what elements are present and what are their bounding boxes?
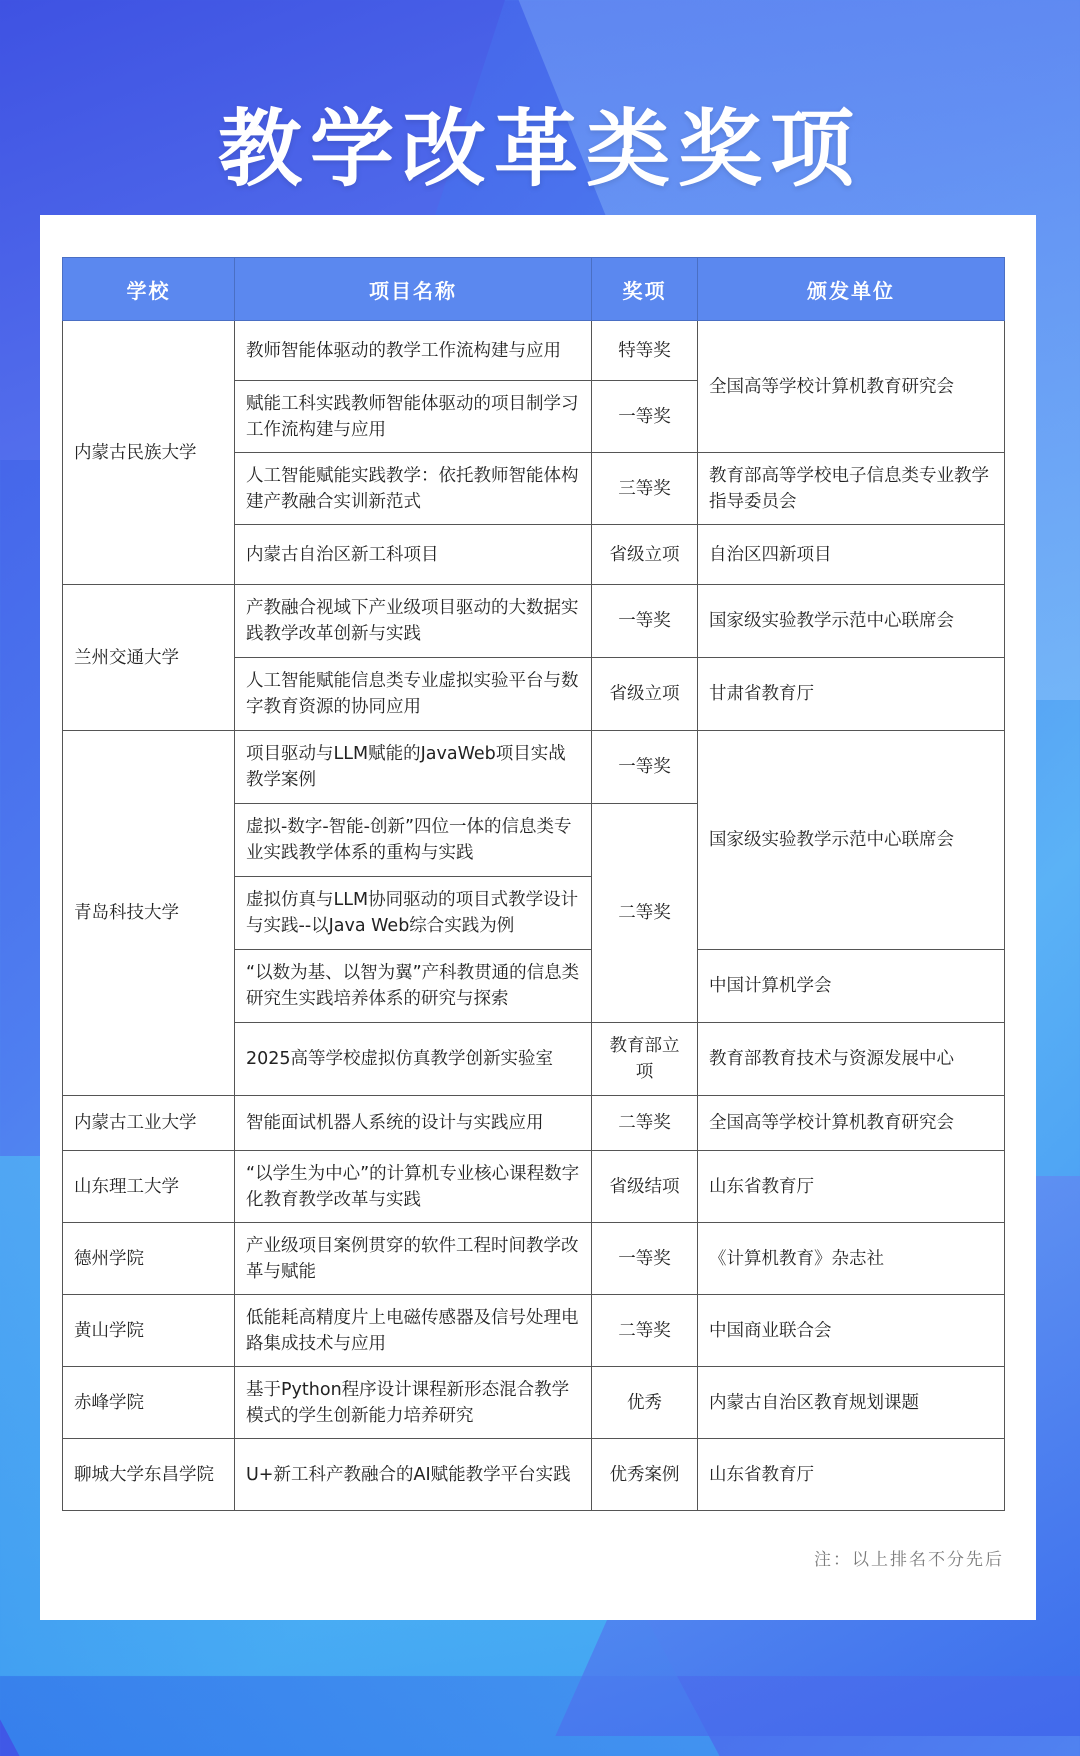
- project-cell: 产业级项目案例贯穿的软件工程时间教学改革与赋能: [235, 1223, 592, 1295]
- award-cell: 优秀: [592, 1367, 698, 1439]
- award-cell: 省级结项: [592, 1151, 698, 1223]
- table-header-row: [63, 258, 1005, 321]
- award-cell: 二等奖: [592, 804, 698, 1023]
- award-cell: 省级立项: [592, 525, 698, 585]
- award-cell: 省级立项: [592, 658, 698, 731]
- project-cell: 赋能工科实践教师智能体驱动的项目制学习工作流构建与应用: [235, 381, 592, 453]
- project-cell: 智能面试机器人系统的设计与实践应用: [235, 1096, 592, 1151]
- issuer-cell: 山东省教育厅: [698, 1439, 1005, 1511]
- header-award: 奖项: [592, 258, 698, 321]
- award-cell: 三等奖: [592, 453, 698, 525]
- page-title: 教学改革类奖项: [217, 100, 862, 198]
- footnote: 注：以上排名不分先后: [814, 1550, 1004, 1570]
- award-cell: 一等奖: [592, 731, 698, 804]
- school-cell: 山东理工大学: [63, 1151, 235, 1223]
- table-row: [63, 1295, 1005, 1367]
- project-cell: 虚拟-数字-智能-创新”四位一体的信息类专业实践教学体系的重构与实践: [235, 804, 592, 877]
- issuer-cell: 全国高等学校计算机教育研究会: [698, 1096, 1005, 1151]
- award-cell: 一等奖: [592, 585, 698, 658]
- awards-table: [62, 257, 1005, 1511]
- award-cell: 二等奖: [592, 1295, 698, 1367]
- header-school: 学校: [63, 258, 235, 321]
- issuer-cell: 教育部教育技术与资源发展中心: [698, 1023, 1005, 1096]
- project-cell: 项目驱动与LLM赋能的JavaWeb项目实战教学案例: [235, 731, 592, 804]
- header-issuer: 颁发单位: [698, 258, 1005, 321]
- project-cell: 基于Python程序设计课程新形态混合教学模式的学生创新能力培养研究: [235, 1367, 592, 1439]
- table-row: [63, 1151, 1005, 1223]
- issuer-cell: 内蒙古自治区教育规划课题: [698, 1367, 1005, 1439]
- table-row: [63, 321, 1005, 381]
- issuer-cell: 《计算机教育》杂志社: [698, 1223, 1005, 1295]
- project-cell: 产教融合视域下产业级项目驱动的大数据实践教学改革创新与实践: [235, 585, 592, 658]
- issuer-cell: 自治区四新项目: [698, 525, 1005, 585]
- table-row: [63, 1439, 1005, 1511]
- project-cell: 教师智能体驱动的教学工作流构建与应用: [235, 321, 592, 381]
- school-cell: 内蒙古民族大学: [63, 321, 235, 585]
- school-cell: 兰州交通大学: [63, 585, 235, 731]
- project-cell: U+新工科产教融合的AI赋能教学平台实践: [235, 1439, 592, 1511]
- project-cell: 2025高等学校虚拟仿真教学创新实验室: [235, 1023, 592, 1096]
- award-cell: 一等奖: [592, 381, 698, 453]
- award-cell: 优秀案例: [592, 1439, 698, 1511]
- award-cell: 二等奖: [592, 1096, 698, 1151]
- issuer-cell: 山东省教育厅: [698, 1151, 1005, 1223]
- school-cell: 内蒙古工业大学: [63, 1096, 235, 1151]
- award-cell: 教育部立项: [592, 1023, 698, 1096]
- awards-card: [40, 215, 1036, 1620]
- table-row: [63, 1096, 1005, 1151]
- project-cell: “以数为基、以智为翼”产科教贯通的信息类研究生实践培养体系的研究与探索: [235, 950, 592, 1023]
- table-row: [63, 585, 1005, 658]
- table-row: [63, 731, 1005, 804]
- school-cell: 黄山学院: [63, 1295, 235, 1367]
- school-cell: 聊城大学东昌学院: [63, 1439, 235, 1511]
- project-cell: 内蒙古自治区新工科项目: [235, 525, 592, 585]
- project-cell: 人工智能赋能实践教学：依托教师智能体构建产教融合实训新范式: [235, 453, 592, 525]
- award-cell: 一等奖: [592, 1223, 698, 1295]
- issuer-cell: 中国计算机学会: [698, 950, 1005, 1023]
- issuer-cell: 国家级实验教学示范中心联席会: [698, 585, 1005, 658]
- project-cell: 虚拟仿真与LLM协同驱动的项目式教学设计与实践--以Java Web综合实践为例: [235, 877, 592, 950]
- school-cell: 赤峰学院: [63, 1367, 235, 1439]
- issuer-cell: 中国商业联合会: [698, 1295, 1005, 1367]
- table-row: [63, 1223, 1005, 1295]
- header-project: 项目名称: [235, 258, 592, 321]
- issuer-cell: 教育部高等学校电子信息类专业教学指导委员会: [698, 453, 1005, 525]
- issuer-cell: 全国高等学校计算机教育研究会: [698, 321, 1005, 453]
- table-row: [63, 1367, 1005, 1439]
- project-cell: 人工智能赋能信息类专业虚拟实验平台与数字教育资源的协同应用: [235, 658, 592, 731]
- school-cell: 青岛科技大学: [63, 731, 235, 1096]
- project-cell: “以学生为中心”的计算机专业核心课程数字化教育教学改革与实践: [235, 1151, 592, 1223]
- school-cell: 德州学院: [63, 1223, 235, 1295]
- project-cell: 低能耗高精度片上电磁传感器及信号处理电路集成技术与应用: [235, 1295, 592, 1367]
- issuer-cell: 国家级实验教学示范中心联席会: [698, 731, 1005, 950]
- issuer-cell: 甘肃省教育厅: [698, 658, 1005, 731]
- award-cell: 特等奖: [592, 321, 698, 381]
